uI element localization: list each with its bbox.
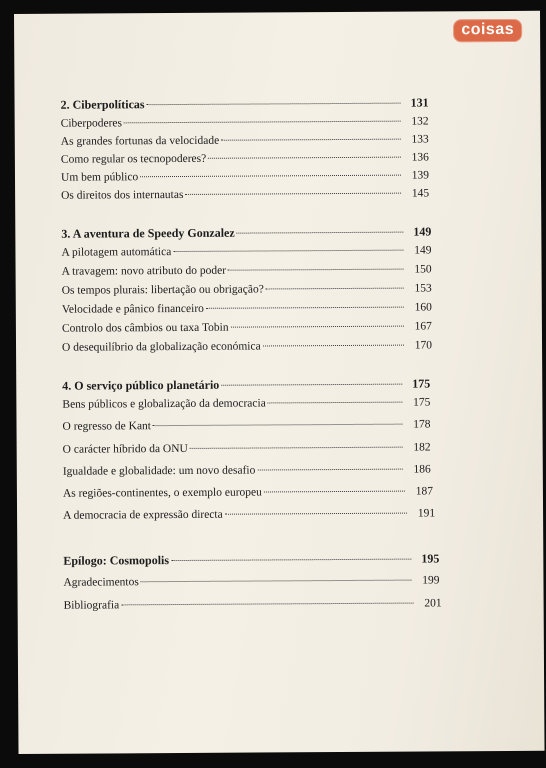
toc-entry	[61, 244, 431, 258]
toc-entry	[62, 339, 432, 353]
toc-page-number: 182	[413, 441, 431, 454]
toc-entry	[63, 441, 431, 455]
toc-entry	[63, 507, 435, 521]
toc-page-number: 195	[421, 551, 440, 566]
toc-heading-speedy-gonzalez	[61, 224, 431, 241]
dot-leader	[228, 269, 404, 271]
dot-leader	[225, 513, 407, 515]
toc-page-number: 170	[414, 339, 433, 352]
toc-entry	[62, 396, 430, 410]
dot-leader	[153, 424, 403, 427]
toc-page-number: 132	[411, 115, 429, 128]
dot-leader	[190, 447, 403, 449]
dot-leader	[147, 103, 401, 106]
toc-heading-servico-publico	[62, 376, 430, 393]
toc-entry	[61, 151, 429, 165]
dot-leader	[231, 326, 404, 328]
dot-leader	[263, 345, 404, 347]
toc-entry-label: Ciberpoderes	[60, 117, 123, 130]
dot-leader	[171, 559, 411, 561]
toc-page-number: 199	[422, 574, 440, 587]
toc-entry-label: O regresso de Kant	[62, 420, 152, 433]
toc-entry-label: Controlo dos câmbios ou taxa Tobin	[61, 321, 229, 335]
toc-entry	[63, 485, 433, 499]
toc-page-number: 150	[414, 263, 432, 276]
dot-leader	[208, 157, 401, 159]
toc-heading-label: Epílogo: Cosmopolis	[63, 553, 170, 568]
dot-leader	[268, 402, 403, 404]
toc-entry	[62, 263, 432, 277]
toc-entry-label: Igualdade e globalidade: um novo desafio	[62, 464, 256, 478]
dot-leader	[266, 288, 404, 290]
watermark-logo: coisas	[453, 19, 522, 42]
toc-page-number: 191	[417, 507, 436, 520]
toc-page-number: 175	[413, 396, 431, 409]
dot-leader	[173, 250, 403, 252]
toc-entry-label: Velocidade e pânico financeiro	[61, 302, 204, 316]
toc-page-number: 149	[414, 244, 432, 257]
toc-page-number: 175	[412, 376, 431, 391]
toc-heading-label: 2. Ciberpolíticas	[60, 97, 145, 112]
toc-entry	[61, 115, 429, 129]
toc-page-number: 145	[411, 187, 430, 200]
toc-entry	[64, 597, 442, 611]
toc-entry	[62, 282, 432, 296]
toc-page-number: 149	[413, 224, 432, 239]
toc-entry-label: Um bem público	[60, 171, 139, 184]
dot-leader	[185, 193, 401, 195]
toc-entry	[62, 301, 432, 315]
book-page	[14, 11, 545, 754]
toc-entry-label: Bibliografia	[63, 599, 120, 612]
toc-page-number: 139	[411, 169, 430, 182]
dot-leader	[257, 469, 402, 471]
toc-entry	[61, 169, 429, 183]
toc-entry-label: Bens públicos e globalização da democracia	[62, 397, 266, 411]
dot-leader	[237, 232, 404, 234]
toc-page-number: 187	[415, 485, 433, 498]
toc-entry-label: A democracia de expressão directa	[63, 508, 223, 522]
toc-entry-label: O carácter híbrido da ONU	[62, 442, 188, 456]
toc-page-number: 186	[413, 463, 431, 476]
toc-page-number: 136	[411, 151, 429, 164]
toc-page-number: 153	[414, 282, 432, 295]
toc-entry-label: Agradecimentos	[63, 576, 139, 589]
dot-leader	[141, 580, 412, 583]
toc-entry-label: A pilotagem automática	[61, 246, 172, 259]
toc-entry-label: Os tempos plurais: libertação ou obrigação?	[61, 283, 264, 297]
dot-leader	[206, 307, 404, 309]
toc-entry	[62, 418, 430, 432]
toc-entry-label: As regiões-continentes, o exemplo europeu	[62, 486, 262, 500]
toc-page-number: 131	[410, 95, 429, 110]
toc-heading-epilogo	[63, 551, 439, 568]
toc-entry-label: O desequilíbrio da globalização económica	[62, 340, 261, 354]
toc-entry	[61, 187, 429, 201]
toc-entry	[63, 463, 431, 477]
dot-leader	[221, 384, 402, 386]
dot-leader	[121, 603, 413, 606]
toc-page-number: 133	[411, 133, 429, 146]
toc-entry	[62, 320, 432, 334]
toc-heading-label: 4. O serviço público planetário	[62, 377, 220, 393]
toc-entry	[63, 574, 439, 588]
toc-entry	[61, 133, 429, 147]
toc-page-number: 167	[414, 320, 432, 333]
toc-entry-label: A travagem: novo atributo do poder	[61, 264, 227, 278]
dot-leader	[264, 491, 405, 493]
toc-page-number: 178	[413, 418, 431, 431]
toc-heading-label: 3. A aventura de Speedy Gonzalez	[61, 225, 235, 241]
dot-leader	[221, 139, 401, 141]
toc-entry-label: Os direitos dos internautas	[61, 188, 184, 202]
toc-page-number: 160	[414, 301, 432, 314]
toc-entry-label: As grandes fortunas da velocidade	[60, 134, 220, 148]
toc-heading-ciberpoliticas	[61, 95, 429, 112]
toc-page-number: 201	[424, 597, 442, 610]
dot-leader	[124, 121, 401, 124]
toc-entry-label: Como regular os tecnopoderes?	[60, 152, 207, 166]
dot-leader	[140, 175, 401, 178]
